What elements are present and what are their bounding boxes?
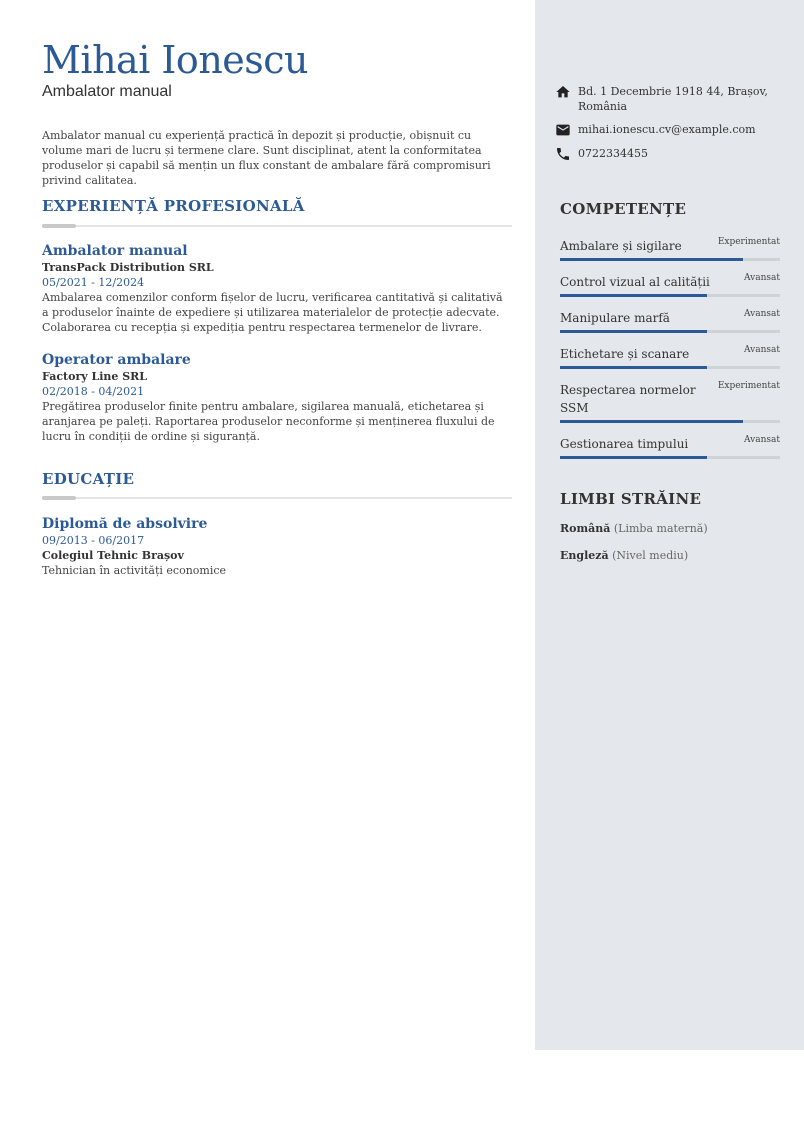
skill-item: [560, 435, 780, 459]
home-icon: [555, 84, 571, 100]
experience-title: Ambalator manual: [42, 243, 188, 259]
experience-title: Operator ambalare: [42, 352, 191, 368]
skill-item: [560, 273, 780, 297]
skill-item: [560, 381, 780, 423]
skill-bar-fill: [560, 330, 707, 333]
language-level: (Limba maternă): [613, 522, 708, 535]
phone-icon: [555, 146, 571, 162]
candidate-name: Mihai Ionescu: [42, 38, 309, 82]
mail-icon: [555, 122, 571, 138]
skill-name: Manipulare marfă: [560, 311, 670, 325]
education-divider: [42, 497, 512, 499]
language-name: Română: [560, 522, 611, 535]
skill-item: [560, 237, 780, 261]
skill-bar-fill: [560, 294, 707, 297]
skill-bar: [560, 366, 780, 369]
education-school: Colegiul Tehnic Brașov: [42, 549, 184, 562]
email-text[interactable]: mihai.ionescu.cv@example.com: [578, 123, 756, 136]
skills-heading: COMPETENȚE: [560, 200, 687, 218]
skill-name: Respectarea normelor SSM: [560, 383, 696, 415]
skill-name: Gestionarea timpului: [560, 437, 689, 451]
experience-company: TransPack Distribution SRL: [42, 261, 214, 274]
skill-bar-fill: [560, 366, 707, 369]
skill-level: Avansat: [744, 273, 780, 283]
skill-name: Etichetare și scanare: [560, 347, 690, 361]
experience-description: Ambalarea comenzilor conform fișelor de lucru, verificarea cantitativă și calitativă a produselor înainte de expediere și utilizarea materialelor de protecție adecvate. Colaborarea cu recepția și expediția pentru respectarea termenelor de livrare.: [42, 291, 503, 334]
experience-dates: 02/2018 - 04/2021: [42, 385, 145, 398]
education-title: Diplomă de absolvire: [42, 516, 208, 532]
skill-item: [560, 345, 780, 369]
education-heading: EDUCAȚIE: [42, 470, 135, 488]
experience-heading: EXPERIENȚĂ PROFESIONALĂ: [42, 197, 305, 215]
skill-name: Control vizual al calității: [560, 275, 710, 289]
language-item: [560, 522, 708, 535]
skill-bar: [560, 420, 780, 423]
phone-text[interactable]: 0722334455: [578, 147, 648, 160]
language-level: (Nivel mediu): [612, 549, 689, 562]
address-text: Bd. 1 Decembrie 1918 44, Brașov, România: [578, 85, 768, 113]
profile-summary: Ambalator manual cu experiență practică în depozit și producție, obișnuit cu volume mari de lucru și termene clare. Sunt disciplinat, atent la conformitatea produselor și capabil să mențin un flux constant de ambalare fără compromisuri privind calitatea.: [42, 129, 491, 187]
skill-level: Avansat: [744, 435, 780, 445]
education-entry: [42, 515, 512, 578]
skill-level: Avansat: [744, 345, 780, 355]
skill-bar: [560, 258, 780, 261]
skill-bar-fill: [560, 420, 743, 423]
skill-bar: [560, 330, 780, 333]
skill-bar-fill: [560, 456, 707, 459]
experience-entry: [42, 242, 512, 335]
sidebar: [535, 0, 804, 1050]
language-item: [560, 549, 688, 562]
skill-item: [560, 309, 780, 333]
education-field: Tehnician în activități economice: [42, 564, 227, 577]
experience-description: Pregătirea produselor finite pentru ambalare, sigilarea manuală, etichetarea și aranjarea pe paleți. Raportarea produselor neconforme și menținerea fluxului de lucru în condiții de ordine și siguranță.: [42, 400, 495, 443]
education-dates: 09/2013 - 06/2017: [42, 534, 145, 547]
skill-level: Experimentat: [717, 381, 780, 391]
language-name: Engleză: [560, 549, 609, 562]
skill-bar-fill: [560, 258, 743, 261]
experience-divider: [42, 225, 512, 227]
skill-bar: [560, 456, 780, 459]
skill-bar: [560, 294, 780, 297]
skill-level: Avansat: [744, 309, 780, 319]
job-title: Ambalator manual: [42, 83, 172, 100]
skill-name: Ambalare și sigilare: [560, 239, 682, 253]
skill-level: Experimentat: [717, 237, 780, 247]
experience-company: Factory Line SRL: [42, 370, 148, 383]
experience-entry: [42, 351, 512, 444]
experience-dates: 05/2021 - 12/2024: [42, 276, 145, 289]
languages-heading: LIMBI STRĂINE: [560, 490, 702, 508]
